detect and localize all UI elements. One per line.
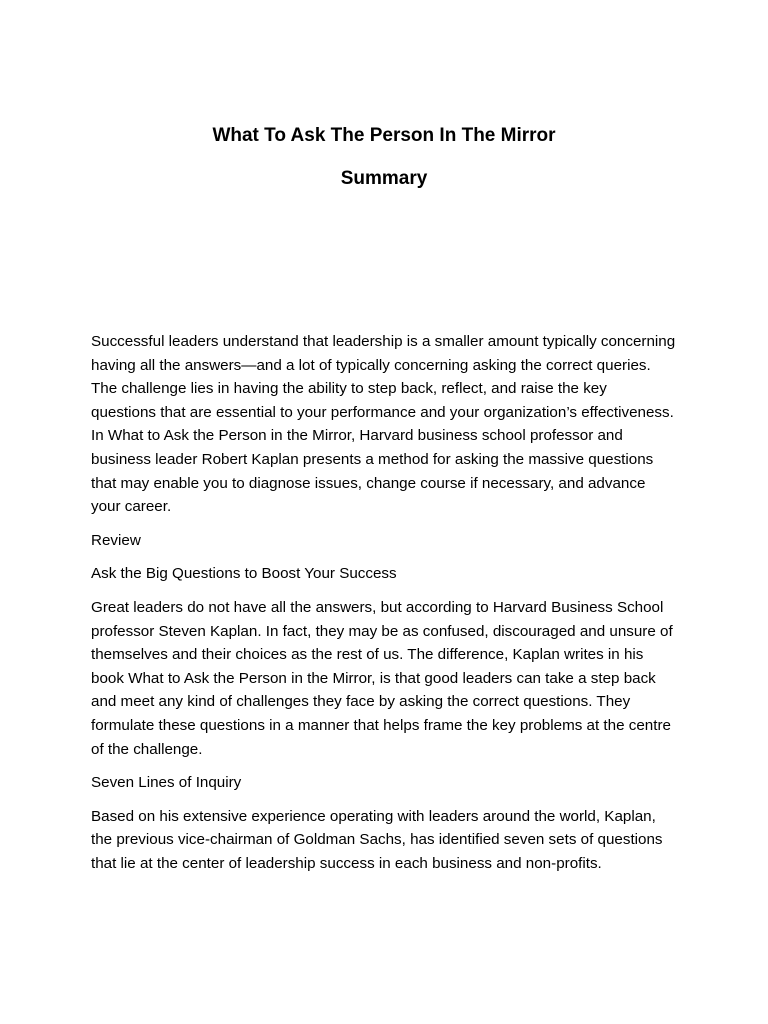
seven-lines-paragraph: Based on his extensive experience operating with leaders around the world, Kaplan, the previous vice-chairman of Goldman Sachs, has identified seven sets of questions that lie at the center of leadership success in each business and non-profits. [91,807,663,872]
section-heading-big-questions: Ask the Big Questions to Boost Your Success [91,565,397,583]
document-body [91,330,676,885]
document-subtitle: Summary [340,168,428,189]
section-heading-seven-lines: Seven Lines of Inquiry [91,774,242,792]
intro-paragraph: Successful leaders understand that leadership is a smaller amount typically concerning having all the answers—and a lot of typically concerning asking the correct queries. The challenge lies in having the ability to step back, reflect, and raise the key questions that are essential to your performance and your organization’s effectiveness. In What to Ask the Person in the Mirror, Harvard business school professor and business leader Robert Kaplan presents a method for asking the massive questions that may enable you to diagnose issues, change course if necessary, and advance your career. [91,333,676,516]
document-title: What To Ask The Person In The Mirror [212,125,556,146]
big-questions-paragraph: Great leaders do not have all the answers, but according to Harvard Business School professor Steven Kaplan. In fact, they may be as confused, discouraged and unsure of themselves and their choices as the rest of us. The difference, Kaplan writes in his book What to Ask the Person in the Mirror, is that good leaders can take a step back and meet any kind of challenges they face by asking the correct questions. They formulate these questions in a manner that helps frame the key problems at the centre of the challenge. [91,598,673,758]
section-label-review: Review [91,531,141,549]
